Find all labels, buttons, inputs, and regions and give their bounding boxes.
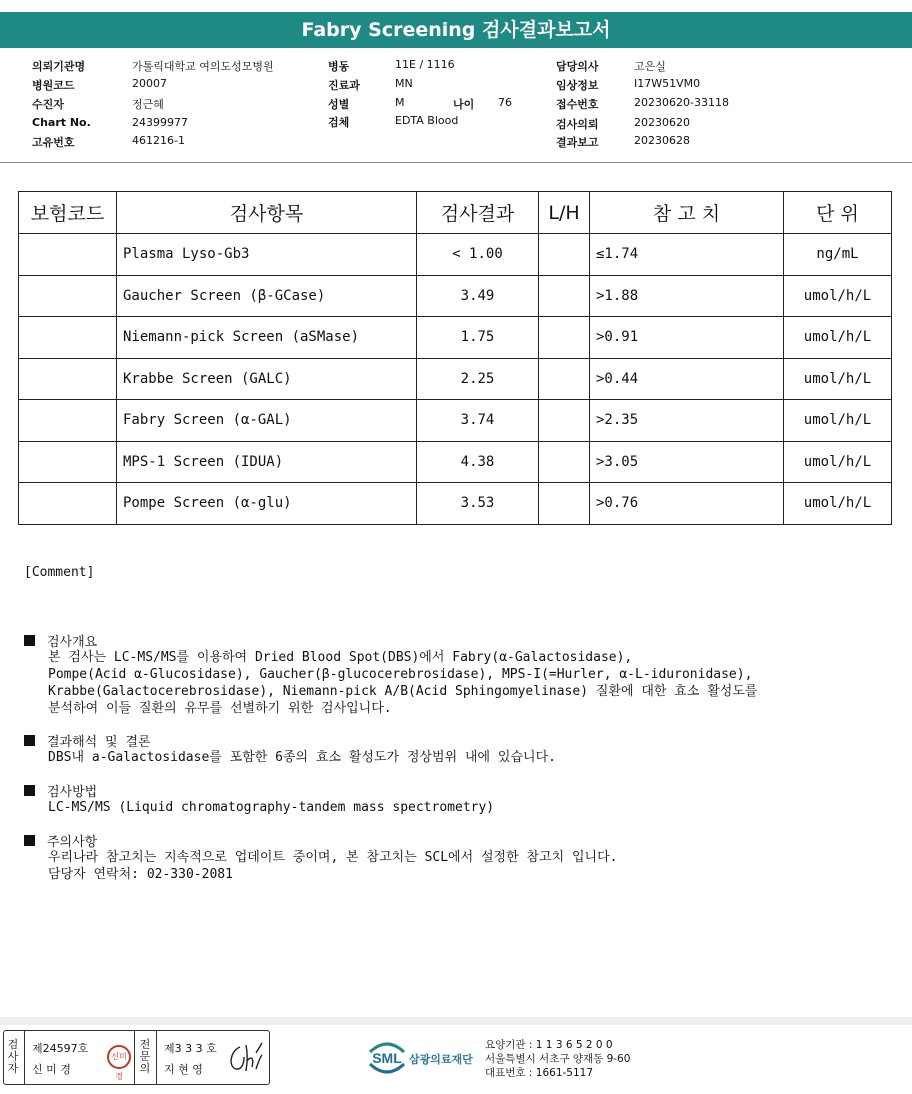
logo-text: SML [372, 1050, 402, 1066]
unique-value: 461216-1 [132, 134, 185, 147]
cell-ref: >0.91 [590, 317, 784, 359]
sex-value: M [395, 96, 405, 109]
cell-result: < 1.00 [417, 234, 539, 276]
cell-result: 3.53 [417, 483, 539, 525]
foundation-name: 삼광의료재단 [409, 1053, 473, 1066]
cell-code [19, 317, 117, 359]
table-row [19, 358, 892, 400]
cell-lh [539, 275, 590, 317]
lab-phone: 대표번호 : 1661-5117 [485, 1067, 594, 1079]
cell-unit: umol/h/L [784, 275, 892, 317]
cell-code [19, 400, 117, 442]
cell-unit: ng/mL [784, 234, 892, 276]
inspector-number: 제24597호 [32, 1042, 89, 1055]
footer-divider [0, 1017, 912, 1025]
specialist-number: 제3 3 3 호 [164, 1042, 217, 1055]
hospital-code-value: 20007 [132, 77, 167, 90]
hospital-code-label: 병원코드 [32, 79, 75, 92]
section-caution [24, 832, 618, 883]
lab-address: 서울특별시 서초구 양재동 9-60 [485, 1053, 631, 1065]
chart-value: 24399977 [132, 116, 188, 129]
cell-item: Gaucher Screen (β-GCase) [117, 275, 417, 317]
cell-ref: >0.76 [590, 483, 784, 525]
table-row [19, 400, 892, 442]
col-header-code: 보험코드 [19, 192, 117, 234]
specimen-value: EDTA Blood [395, 114, 459, 127]
cell-unit: umol/h/L [784, 441, 892, 483]
report-title: Fabry Screening 검사결과보고서 [0, 12, 912, 48]
table-row [19, 441, 892, 483]
specimen-label: 검체 [328, 116, 350, 129]
cell-code [19, 441, 117, 483]
cell-code [19, 275, 117, 317]
section-line: DBS내 a-Galactosidase를 포함한 6종의 효소 활성도가 정상범위 내에 있습니다. [48, 750, 556, 765]
section-line: 분석하여 이들 질환의 유무를 선별하기 위한 검사입니다. [48, 701, 392, 716]
patient-info [0, 56, 912, 152]
signature-box [3, 1030, 270, 1085]
request-date-label: 검사의뢰 [556, 118, 599, 131]
sml-logo-icon [366, 1038, 408, 1078]
ward-label: 병동 [328, 60, 350, 73]
table-row [19, 483, 892, 525]
comment-label: [Comment] [24, 565, 95, 580]
chart-label: Chart No. [32, 116, 91, 129]
col-header-item: 검사항목 [117, 192, 417, 234]
cell-item: Fabry Screen (α-GAL) [117, 400, 417, 442]
section-interpretation [24, 732, 556, 766]
cell-unit: umol/h/L [784, 483, 892, 525]
sex-label: 성별 [328, 98, 350, 111]
cell-lh [539, 317, 590, 359]
signature-icon [226, 1041, 264, 1075]
section-title: 주의사항 [47, 835, 98, 850]
col-header-result: 검사결과 [417, 192, 539, 234]
section-line: Krabbe(Galactocerebrosidase), Niemann-pick A/B(Acid Sphingomyelinase) 질환에 대한 효소 활성도를 [48, 684, 758, 699]
square-bullet-icon [24, 785, 35, 796]
requester-value: 가톨릭대학교 여의도성모병원 [132, 60, 274, 73]
cell-result: 2.25 [417, 358, 539, 400]
clinical-value: I17W51VM0 [634, 77, 701, 90]
age-label: 나이 [453, 98, 475, 111]
cell-ref: >1.88 [590, 275, 784, 317]
dept-value: MN [395, 77, 413, 90]
cell-item: Niemann-pick Screen (aSMase) [117, 317, 417, 359]
divider [0, 162, 912, 163]
result-table [18, 191, 892, 525]
col-header-lh: L/H [539, 192, 590, 234]
sml-logo [366, 1038, 408, 1082]
specialist-label: 전 문 의 [139, 1038, 151, 1075]
patient-value: 정근혜 [132, 98, 164, 111]
cell-item: MPS-1 Screen (IDUA) [117, 441, 417, 483]
report-date-value: 20230628 [634, 134, 690, 147]
inspector-seal: 신미경 [107, 1045, 131, 1069]
receipt-label: 접수번호 [556, 98, 599, 111]
age-value: 76 [498, 96, 512, 109]
section-title: 검사방법 [47, 785, 98, 800]
doctor-label: 담당의사 [556, 60, 599, 73]
request-date-value: 20230620 [634, 116, 690, 129]
inspector-name: 신 미 경 [32, 1063, 71, 1076]
section-line: 담당자 연락처: 02-330-2081 [48, 867, 233, 882]
section-line: LC-MS/MS (Liquid chromatography-tandem mass spectrometry) [48, 800, 495, 815]
cell-ref: ≤1.74 [590, 234, 784, 276]
cell-lh [539, 400, 590, 442]
cell-result: 3.49 [417, 275, 539, 317]
col-header-ref: 참 고 치 [590, 192, 784, 234]
cell-lh [539, 441, 590, 483]
square-bullet-icon [24, 735, 35, 746]
doctor-value: 고은실 [634, 60, 666, 73]
section-line: 본 검사는 LC-MS/MS를 이용하여 Dried Blood Spot(DBS)에서 Fabry(α-Galactosidase), [48, 650, 633, 665]
cell-item: Pompe Screen (α-glu) [117, 483, 417, 525]
cell-code [19, 483, 117, 525]
cell-item: Krabbe Screen (GALC) [117, 358, 417, 400]
requester-label: 의뢰기관명 [32, 60, 86, 73]
col-header-unit: 단 위 [784, 192, 892, 234]
inspector-label: 검 사 자 [7, 1038, 19, 1075]
cell-result: 4.38 [417, 441, 539, 483]
specialist-name: 지 현 영 [164, 1063, 203, 1076]
square-bullet-icon [24, 635, 35, 646]
report-date-label: 결과보고 [556, 136, 599, 149]
clinical-label: 임상정보 [556, 79, 599, 92]
cell-lh [539, 234, 590, 276]
cell-ref: >2.35 [590, 400, 784, 442]
section-line: 우리나라 참고치는 지속적으로 업데이트 중이며, 본 참고치는 SCL에서 설정한 참고치 입니다. [48, 850, 618, 865]
dept-label: 진료과 [328, 79, 360, 92]
unique-label: 고유번호 [32, 136, 75, 149]
cell-ref: >0.44 [590, 358, 784, 400]
section-overview [24, 632, 757, 717]
cell-unit: umol/h/L [784, 317, 892, 359]
cell-lh [539, 358, 590, 400]
cell-code [19, 358, 117, 400]
cell-unit: umol/h/L [784, 358, 892, 400]
cell-ref: >3.05 [590, 441, 784, 483]
patient-label: 수진자 [32, 98, 64, 111]
section-title: 검사개요 [47, 635, 98, 650]
table-header-row [19, 192, 892, 234]
ward-value: 11E / 1116 [395, 58, 455, 71]
cell-item: Plasma Lyso-Gb3 [117, 234, 417, 276]
square-bullet-icon [24, 835, 35, 846]
cell-unit: umol/h/L [784, 400, 892, 442]
table-row [19, 275, 892, 317]
cell-lh [539, 483, 590, 525]
section-line: Pompe(Acid α-Glucosidase), Gaucher(β-glucocerebrosidase), MPS-I(=Hurler, α-L-iduronidase), [48, 667, 753, 682]
table-row [19, 317, 892, 359]
cell-result: 3.74 [417, 400, 539, 442]
cell-result: 1.75 [417, 317, 539, 359]
section-method [24, 782, 494, 816]
cell-code [19, 234, 117, 276]
lab-info [485, 1038, 630, 1080]
section-title: 결과해석 및 결론 [47, 735, 151, 750]
receipt-value: 20230620-33118 [634, 96, 729, 109]
table-row [19, 234, 892, 276]
lab-number: 요양기관 : 1 1 3 6 5 2 0 0 [485, 1039, 613, 1051]
